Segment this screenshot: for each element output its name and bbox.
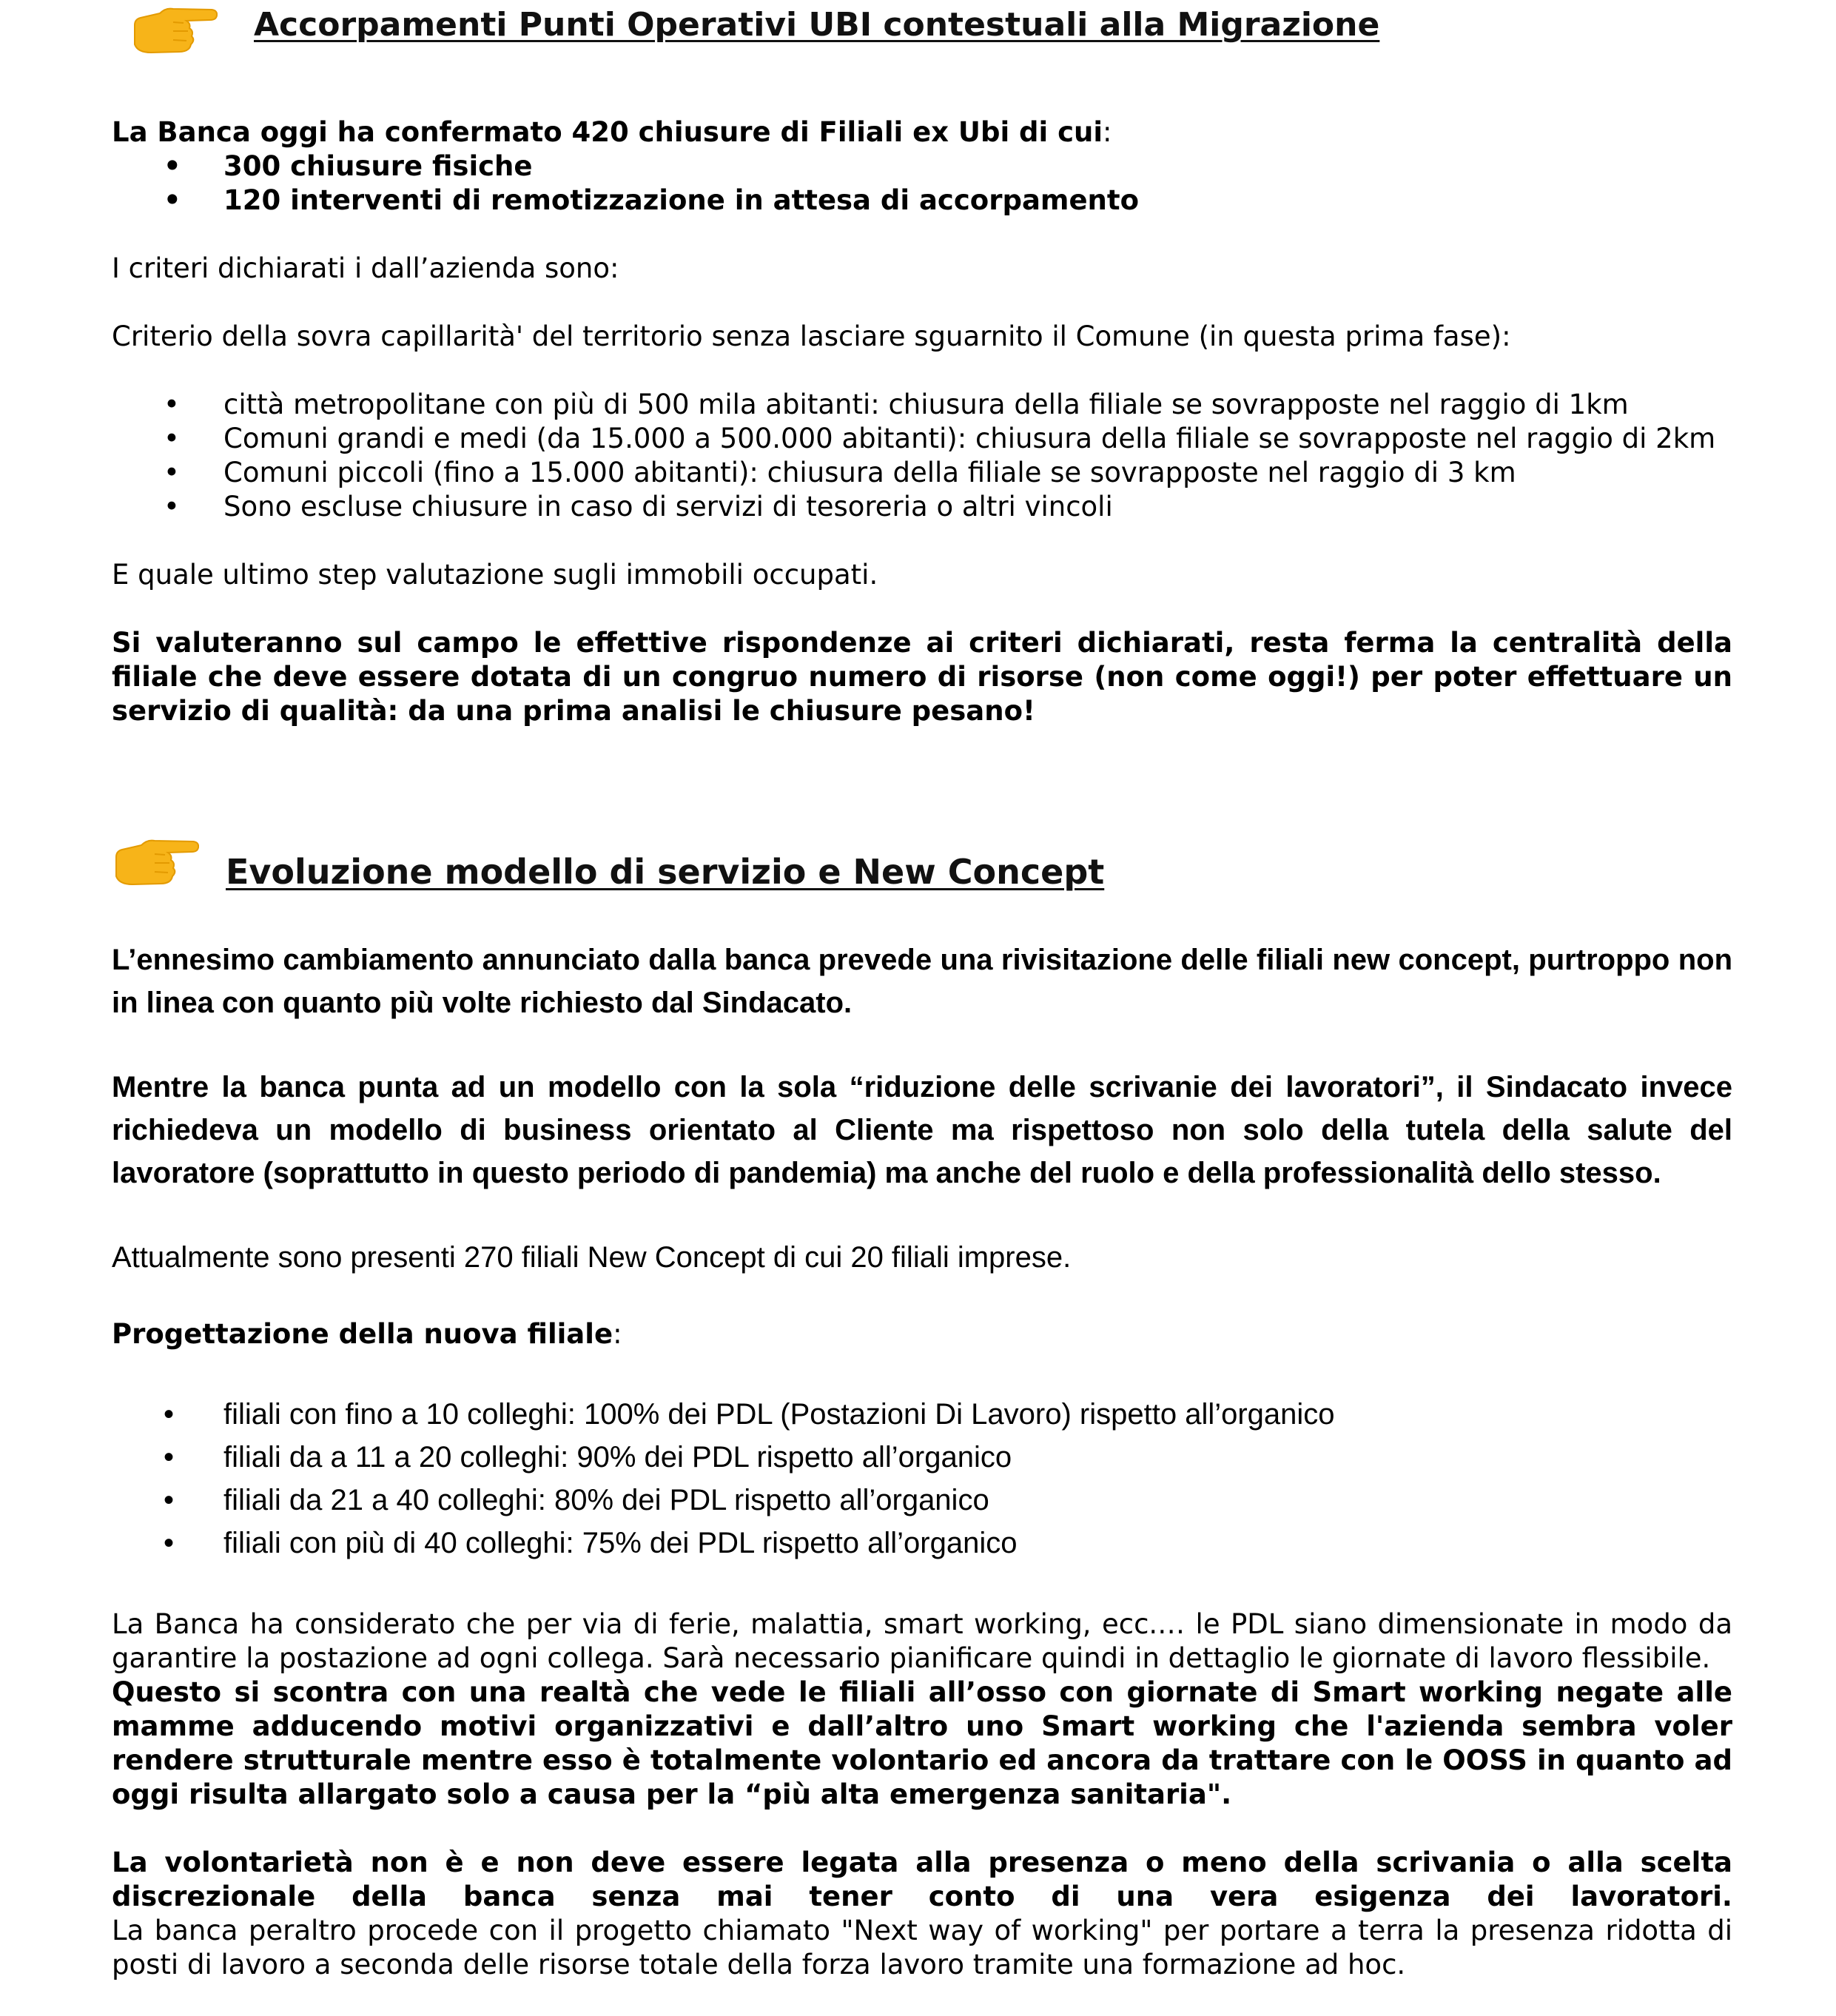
section-new-concept [112,938,1732,1279]
list-item: • 120 interventi di remotizzazione in attesa di accorpamento [112,184,1732,218]
closures-intro [112,115,1732,149]
new-concept-para-4: La Banca ha considerato che per via di ferie, malattia, smart working, ecc.… le PDL siano dimensionate in modo da garantire la postazione ad ogni collega. Sarà necessario pianificare quindi in dettaglio le giornate di lavoro flessibile. [112,1608,1732,1674]
new-concept-para-6-normal: La banca peraltro procede con il progetto chiamato "Next way of working" per portare a terra la presenza ridotta di posti di lavoro a seconda delle risorse totale della forza lavoro tramite una formazione ad hoc. [112,1915,1732,1980]
criterion-text: Criterio della sovra capillarità' del territorio senza lasciare sguarnito il Comune (in questa prima fase): [112,320,1511,352]
list-item: • 300 chiusure fisiche [112,149,1732,184]
design-list [112,1393,1732,1565]
section-heading-new-concept: Evoluzione modello di servizio e New Concept [226,852,1105,892]
design-heading-block [112,1317,1732,1351]
last-step-text: E quale ultimo step valutazione sugli immobili occupati. [112,559,878,591]
closures-summary-list [112,149,1732,218]
closing-block [112,1607,1732,1982]
list-item: • filiali con fino a 10 colleghi: 100% dei PDL (Postazioni Di Lavoro) rispetto all’organico [112,1393,1732,1436]
criteria-list [112,388,1732,524]
section-accorpamenti [112,115,1732,728]
criteria-intro: I criteri dichiarati i dall’azienda sono: [112,252,619,284]
pointing-hand-icon [130,3,218,56]
conclusion-text: Si valuteranno sul campo le effettive rispondenze ai criteri dichiarati, resta ferma la centralità della filiale che deve essere dotata di un congruo numero di risorse (non come oggi!) per poter effettuare un servizio di qualità: da una prima analisi le chiusure pesano! [112,627,1732,727]
new-concept-para-3: Attualmente sono presenti 270 filiali New Concept di cui 20 filiali imprese. [112,1241,1072,1274]
list-item: • Comuni piccoli (fino a 15.000 abitanti): chiusura della filiale se sovrapposte nel raggio di 3 km [112,456,1732,490]
list-item: • città metropolitane con più di 500 mila abitanti: chiusura della filiale se sovrapposte nel raggio di 1km [112,388,1732,422]
list-item: • filiali da 21 a 40 colleghi: 80% dei PDL rispetto all’organico [112,1479,1732,1522]
design-heading-text: Progettazione della nuova filiale [112,1318,613,1350]
design-heading [112,1317,1732,1351]
pointing-hand-icon [112,835,199,888]
list-item: • filiali da a 11 a 20 colleghi: 90% dei PDL rispetto all’organico [112,1436,1732,1479]
new-concept-para-6-bold: La volontarietà non è e non deve essere legata alla presenza o meno della scrivania o alla scelta discrezionale della banca senza mai tener conto di una vera esigenza dei lavoratori. [112,1847,1732,1912]
new-concept-para-5: Questo si scontra con una realtà che vede le filiali all’osso con giornate di Smart working negate alle mamme adducendo motivi organizzativi e dall’altro uno Smart working che l'azienda sembra voler rendere strutturale mentre esso è totalmente volontario ed ancora da trattare con le OOSS in quanto ad oggi risulta allargato solo a causa per la “più alta emergenza sanitaria". [112,1676,1732,1810]
new-concept-para-1: L’ennesimo cambiamento annunciato dalla banca prevede una rivisitazione delle filiali new concept, purtroppo non in linea con quanto più volte richiesto dal Sindacato. [112,944,1732,1019]
list-item: • filiali con più di 40 colleghi: 75% dei PDL rispetto all’organico [112,1522,1732,1565]
section-heading-accorpamenti: Accorpamenti Punti Operativi UBI contestuali alla Migrazione [254,6,1380,44]
list-item: • Comuni grandi e medi (da 15.000 a 500.000 abitanti): chiusura della filiale se sovrapposte nel raggio di 2km [112,422,1732,456]
list-item: • Sono escluse chiusure in caso di servizi di tesoreria o altri vincoli [112,490,1732,524]
closures-intro-text: La Banca oggi ha confermato 420 chiusure di Filiali ex Ubi di cui [112,116,1103,148]
design-heading-colon: : [613,1318,622,1350]
closures-intro-colon: : [1103,116,1112,148]
new-concept-para-2: Mentre la banca punta ad un modello con la sola “riduzione delle scrivanie dei lavoratori”, il Sindacato invece richiedeva un modello di business orientato al Cliente ma rispettoso non solo della tutela della salute del lavoratore (soprattutto in questo periodo di pandemia) ma anche del ruolo e della professionalità dello stesso. [112,1071,1732,1189]
design-list-block [112,1393,1732,1565]
